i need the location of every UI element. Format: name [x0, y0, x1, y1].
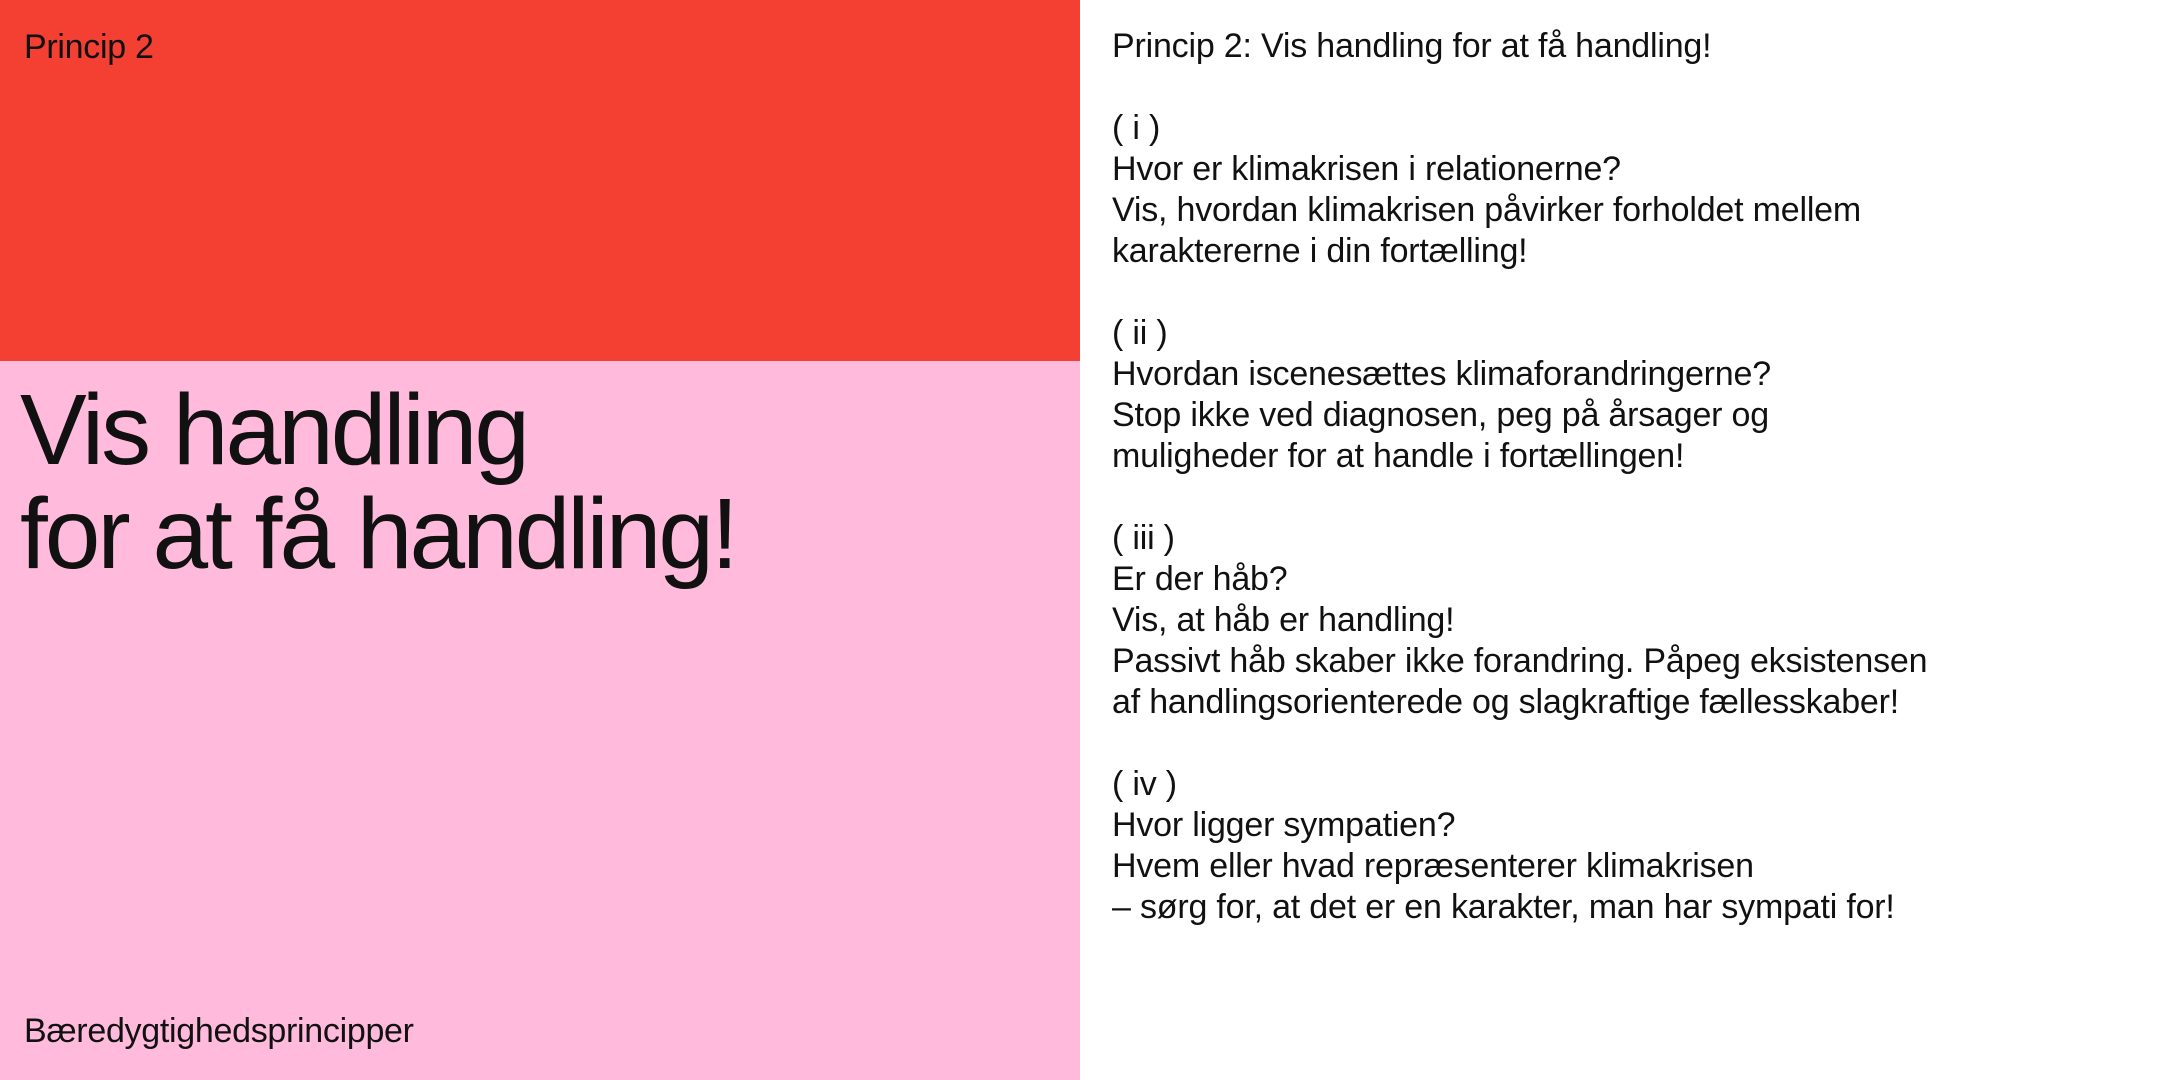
section-line: Passivt håb skaber ikke forandring. Påpeg eksistensen: [1112, 642, 1928, 680]
right-column: [1080, 0, 2160, 1080]
section-iii: [1112, 518, 2112, 723]
section-numeral: ( ii ): [1112, 314, 1168, 352]
principle-label: Princip 2: [24, 28, 154, 66]
section-line: Stop ikke ved diagnosen, peg på årsager og: [1112, 396, 1769, 434]
principle-text: [1112, 26, 2112, 928]
section-line: Vis, at håb er handling!: [1112, 601, 1455, 639]
principle-title: Princip 2: Vis handling for at få handling!: [1112, 27, 1712, 65]
top-color-panel: [0, 0, 1080, 361]
section-i: [1112, 108, 2112, 272]
section-iv: [1112, 764, 2112, 928]
section-numeral: ( i ): [1112, 109, 1161, 147]
section-line: Hvordan iscenesættes klimaforandringerne?: [1112, 355, 1771, 393]
section-ii: [1112, 313, 2112, 477]
section-line: karaktererne i din fortælling!: [1112, 232, 1528, 270]
section-line: Hvor ligger sympatien?: [1112, 806, 1456, 844]
section-numeral: ( iv ): [1112, 765, 1177, 803]
section-line: Vis, hvordan klimakrisen påvirker forholdet mellem: [1112, 191, 1862, 229]
headline-line: Vis handling: [20, 374, 528, 486]
section-line: Er der håb?: [1112, 560, 1288, 598]
section-line: Hvor er klimakrisen i relationerne?: [1112, 150, 1621, 188]
section-line: – sørg for, at det er en karakter, man har sympati for!: [1112, 888, 1895, 926]
section-line: af handlingsorienterede og slagkraftige fællesskaber!: [1112, 683, 1899, 721]
headline-line: for at få handling!: [20, 478, 736, 590]
section-line: Hvem eller hvad repræsenterer klimakrisen: [1112, 847, 1754, 885]
principle-headline: [20, 374, 736, 590]
section-line: muligheder for at handle i fortællingen!: [1112, 437, 1685, 475]
section-numeral: ( iii ): [1112, 519, 1175, 557]
footer-label: Bæredygtighedsprincipper: [24, 1012, 414, 1050]
